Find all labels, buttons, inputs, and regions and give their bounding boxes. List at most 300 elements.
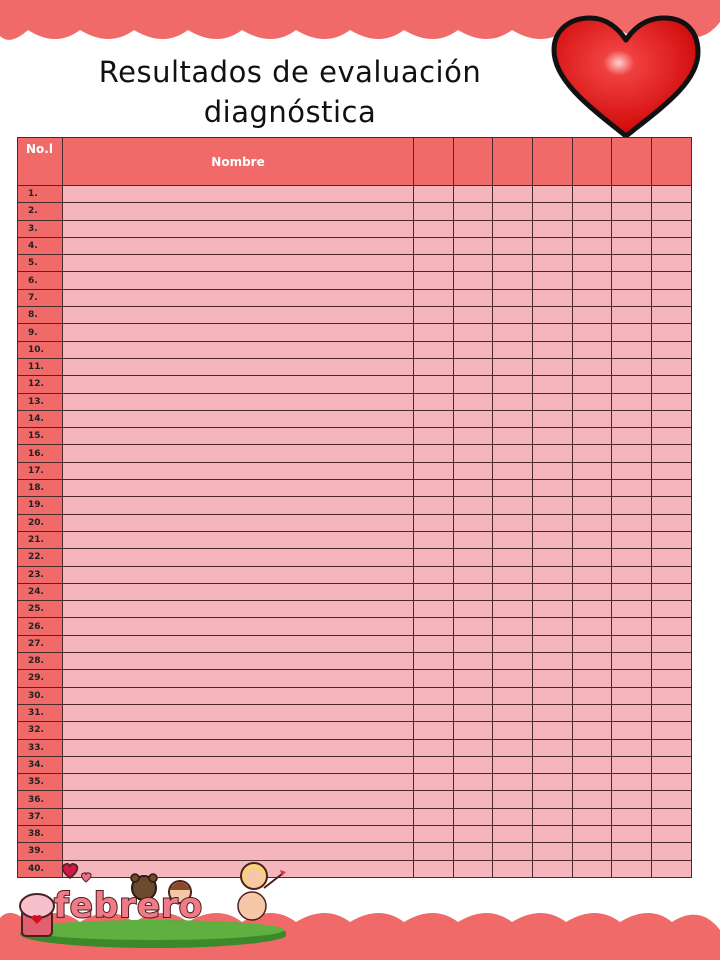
score-cell[interactable] [612, 376, 652, 393]
score-cell[interactable] [414, 774, 454, 791]
score-cell[interactable] [572, 618, 612, 635]
score-cell[interactable] [572, 393, 612, 410]
score-cell[interactable] [612, 670, 652, 687]
score-cell[interactable] [533, 722, 573, 739]
score-cell[interactable] [652, 549, 692, 566]
score-cell[interactable] [453, 601, 493, 618]
score-cell[interactable] [533, 739, 573, 756]
student-name-cell[interactable] [63, 272, 414, 289]
score-cell[interactable] [652, 341, 692, 358]
score-cell[interactable] [652, 307, 692, 324]
score-cell[interactable] [533, 462, 573, 479]
score-cell[interactable] [453, 376, 493, 393]
score-cell[interactable] [572, 860, 612, 877]
score-cell[interactable] [652, 583, 692, 600]
score-cell[interactable] [414, 566, 454, 583]
student-name-cell[interactable] [63, 462, 414, 479]
student-name-cell[interactable] [63, 341, 414, 358]
score-cell[interactable] [652, 358, 692, 375]
score-cell[interactable] [533, 653, 573, 670]
score-cell[interactable] [572, 601, 612, 618]
score-cell[interactable] [533, 601, 573, 618]
score-cell[interactable] [652, 808, 692, 825]
score-cell[interactable] [612, 549, 652, 566]
score-cell[interactable] [533, 825, 573, 842]
score-cell[interactable] [453, 237, 493, 254]
score-cell[interactable] [453, 860, 493, 877]
score-cell[interactable] [572, 531, 612, 548]
score-cell[interactable] [453, 687, 493, 704]
student-name-cell[interactable] [63, 618, 414, 635]
score-cell[interactable] [414, 393, 454, 410]
student-name-cell[interactable] [63, 687, 414, 704]
score-cell[interactable] [533, 272, 573, 289]
score-cell[interactable] [453, 307, 493, 324]
score-cell[interactable] [572, 220, 612, 237]
score-cell[interactable] [612, 791, 652, 808]
score-cell[interactable] [533, 704, 573, 721]
score-cell[interactable] [414, 272, 454, 289]
score-cell[interactable] [652, 428, 692, 445]
student-name-cell[interactable] [63, 825, 414, 842]
score-cell[interactable] [493, 272, 533, 289]
score-cell[interactable] [414, 791, 454, 808]
score-cell[interactable] [493, 635, 533, 652]
score-cell[interactable] [652, 220, 692, 237]
score-cell[interactable] [572, 358, 612, 375]
score-cell[interactable] [414, 825, 454, 842]
score-cell[interactable] [652, 324, 692, 341]
score-cell[interactable] [533, 410, 573, 427]
score-cell[interactable] [533, 341, 573, 358]
score-cell[interactable] [453, 480, 493, 497]
score-cell[interactable] [453, 341, 493, 358]
score-cell[interactable] [612, 203, 652, 220]
score-cell[interactable] [572, 566, 612, 583]
score-cell[interactable] [652, 186, 692, 203]
score-cell[interactable] [652, 670, 692, 687]
score-cell[interactable] [612, 583, 652, 600]
student-name-cell[interactable] [63, 255, 414, 272]
score-cell[interactable] [493, 791, 533, 808]
score-cell[interactable] [572, 376, 612, 393]
score-cell[interactable] [414, 237, 454, 254]
score-cell[interactable] [414, 324, 454, 341]
score-cell[interactable] [652, 410, 692, 427]
score-cell[interactable] [572, 687, 612, 704]
score-cell[interactable] [493, 445, 533, 462]
student-name-cell[interactable] [63, 808, 414, 825]
score-cell[interactable] [533, 843, 573, 860]
score-cell[interactable] [493, 670, 533, 687]
score-cell[interactable] [612, 462, 652, 479]
score-cell[interactable] [572, 704, 612, 721]
score-cell[interactable] [612, 722, 652, 739]
student-name-cell[interactable] [63, 393, 414, 410]
score-cell[interactable] [572, 825, 612, 842]
score-cell[interactable] [572, 186, 612, 203]
score-cell[interactable] [612, 307, 652, 324]
score-cell[interactable] [453, 825, 493, 842]
score-cell[interactable] [652, 618, 692, 635]
score-cell[interactable] [493, 358, 533, 375]
score-cell[interactable] [612, 186, 652, 203]
score-cell[interactable] [414, 358, 454, 375]
score-cell[interactable] [572, 583, 612, 600]
score-cell[interactable] [652, 393, 692, 410]
score-cell[interactable] [453, 774, 493, 791]
score-cell[interactable] [453, 791, 493, 808]
score-cell[interactable] [652, 635, 692, 652]
score-cell[interactable] [652, 445, 692, 462]
score-cell[interactable] [612, 428, 652, 445]
score-cell[interactable] [493, 566, 533, 583]
score-cell[interactable] [612, 618, 652, 635]
score-cell[interactable] [493, 704, 533, 721]
score-cell[interactable] [612, 531, 652, 548]
score-cell[interactable] [572, 791, 612, 808]
score-cell[interactable] [453, 549, 493, 566]
score-cell[interactable] [612, 255, 652, 272]
score-cell[interactable] [453, 618, 493, 635]
score-cell[interactable] [652, 739, 692, 756]
student-name-cell[interactable] [63, 497, 414, 514]
score-cell[interactable] [493, 462, 533, 479]
student-name-cell[interactable] [63, 566, 414, 583]
score-cell[interactable] [572, 324, 612, 341]
score-cell[interactable] [453, 497, 493, 514]
score-cell[interactable] [453, 635, 493, 652]
score-cell[interactable] [572, 255, 612, 272]
score-cell[interactable] [612, 635, 652, 652]
score-cell[interactable] [493, 825, 533, 842]
score-cell[interactable] [533, 255, 573, 272]
student-name-cell[interactable] [63, 791, 414, 808]
student-name-cell[interactable] [63, 704, 414, 721]
score-cell[interactable] [572, 670, 612, 687]
score-cell[interactable] [414, 376, 454, 393]
score-cell[interactable] [572, 739, 612, 756]
score-cell[interactable] [453, 289, 493, 306]
score-cell[interactable] [533, 186, 573, 203]
score-cell[interactable] [493, 756, 533, 773]
student-name-cell[interactable] [63, 635, 414, 652]
score-cell[interactable] [572, 653, 612, 670]
score-cell[interactable] [652, 480, 692, 497]
score-cell[interactable] [414, 462, 454, 479]
score-cell[interactable] [414, 341, 454, 358]
score-cell[interactable] [453, 531, 493, 548]
score-cell[interactable] [533, 549, 573, 566]
student-name-cell[interactable] [63, 670, 414, 687]
score-cell[interactable] [612, 272, 652, 289]
score-cell[interactable] [612, 601, 652, 618]
student-name-cell[interactable] [63, 220, 414, 237]
score-cell[interactable] [493, 601, 533, 618]
score-cell[interactable] [493, 549, 533, 566]
score-cell[interactable] [414, 428, 454, 445]
score-cell[interactable] [572, 480, 612, 497]
student-name-cell[interactable] [63, 324, 414, 341]
score-cell[interactable] [652, 756, 692, 773]
score-cell[interactable] [533, 635, 573, 652]
score-cell[interactable] [493, 583, 533, 600]
score-cell[interactable] [493, 341, 533, 358]
score-cell[interactable] [414, 670, 454, 687]
score-cell[interactable] [572, 272, 612, 289]
score-cell[interactable] [493, 739, 533, 756]
score-cell[interactable] [493, 186, 533, 203]
score-cell[interactable] [533, 687, 573, 704]
score-cell[interactable] [533, 860, 573, 877]
student-name-cell[interactable] [63, 722, 414, 739]
score-cell[interactable] [414, 635, 454, 652]
score-cell[interactable] [533, 428, 573, 445]
score-cell[interactable] [493, 808, 533, 825]
score-cell[interactable] [453, 514, 493, 531]
score-cell[interactable] [612, 687, 652, 704]
score-cell[interactable] [414, 601, 454, 618]
score-cell[interactable] [414, 445, 454, 462]
score-cell[interactable] [533, 756, 573, 773]
student-name-cell[interactable] [63, 756, 414, 773]
score-cell[interactable] [612, 774, 652, 791]
score-cell[interactable] [453, 428, 493, 445]
score-cell[interactable] [572, 549, 612, 566]
score-cell[interactable] [414, 722, 454, 739]
student-name-cell[interactable] [63, 514, 414, 531]
score-cell[interactable] [453, 272, 493, 289]
score-cell[interactable] [612, 860, 652, 877]
score-cell[interactable] [453, 203, 493, 220]
score-cell[interactable] [493, 653, 533, 670]
score-cell[interactable] [572, 808, 612, 825]
score-cell[interactable] [652, 653, 692, 670]
score-cell[interactable] [453, 410, 493, 427]
score-cell[interactable] [533, 220, 573, 237]
score-cell[interactable] [533, 307, 573, 324]
score-cell[interactable] [414, 220, 454, 237]
score-cell[interactable] [414, 514, 454, 531]
score-cell[interactable] [414, 583, 454, 600]
score-cell[interactable] [414, 756, 454, 773]
score-cell[interactable] [612, 756, 652, 773]
score-cell[interactable] [493, 497, 533, 514]
student-name-cell[interactable] [63, 653, 414, 670]
score-cell[interactable] [453, 722, 493, 739]
score-cell[interactable] [612, 566, 652, 583]
student-name-cell[interactable] [63, 739, 414, 756]
score-cell[interactable] [572, 237, 612, 254]
score-cell[interactable] [652, 531, 692, 548]
score-cell[interactable] [572, 289, 612, 306]
score-cell[interactable] [612, 739, 652, 756]
score-cell[interactable] [612, 808, 652, 825]
score-cell[interactable] [414, 860, 454, 877]
score-cell[interactable] [414, 410, 454, 427]
score-cell[interactable] [533, 237, 573, 254]
score-cell[interactable] [453, 393, 493, 410]
score-cell[interactable] [414, 843, 454, 860]
score-cell[interactable] [493, 514, 533, 531]
student-name-cell[interactable] [63, 237, 414, 254]
student-name-cell[interactable] [63, 410, 414, 427]
score-cell[interactable] [453, 186, 493, 203]
score-cell[interactable] [652, 255, 692, 272]
score-cell[interactable] [572, 462, 612, 479]
score-cell[interactable] [533, 289, 573, 306]
score-cell[interactable] [652, 237, 692, 254]
student-name-cell[interactable] [63, 289, 414, 306]
student-name-cell[interactable] [63, 307, 414, 324]
score-cell[interactable] [572, 203, 612, 220]
score-cell[interactable] [572, 497, 612, 514]
score-cell[interactable] [493, 843, 533, 860]
score-cell[interactable] [453, 756, 493, 773]
score-cell[interactable] [533, 566, 573, 583]
score-cell[interactable] [493, 376, 533, 393]
score-cell[interactable] [612, 220, 652, 237]
score-cell[interactable] [414, 307, 454, 324]
score-cell[interactable] [414, 289, 454, 306]
student-name-cell[interactable] [63, 428, 414, 445]
score-cell[interactable] [414, 618, 454, 635]
score-cell[interactable] [652, 843, 692, 860]
score-cell[interactable] [612, 480, 652, 497]
score-cell[interactable] [533, 480, 573, 497]
student-name-cell[interactable] [63, 358, 414, 375]
student-name-cell[interactable] [63, 549, 414, 566]
score-cell[interactable] [533, 618, 573, 635]
score-cell[interactable] [572, 445, 612, 462]
score-cell[interactable] [493, 428, 533, 445]
score-cell[interactable] [572, 635, 612, 652]
student-name-cell[interactable] [63, 531, 414, 548]
score-cell[interactable] [652, 601, 692, 618]
score-cell[interactable] [414, 203, 454, 220]
student-name-cell[interactable] [63, 203, 414, 220]
score-cell[interactable] [572, 341, 612, 358]
score-cell[interactable] [493, 237, 533, 254]
score-cell[interactable] [612, 704, 652, 721]
student-name-cell[interactable] [63, 376, 414, 393]
score-cell[interactable] [493, 307, 533, 324]
score-cell[interactable] [533, 531, 573, 548]
score-cell[interactable] [493, 203, 533, 220]
score-cell[interactable] [493, 480, 533, 497]
score-cell[interactable] [453, 324, 493, 341]
score-cell[interactable] [493, 687, 533, 704]
score-cell[interactable] [612, 825, 652, 842]
score-cell[interactable] [414, 808, 454, 825]
score-cell[interactable] [414, 739, 454, 756]
score-cell[interactable] [453, 445, 493, 462]
score-cell[interactable] [453, 566, 493, 583]
score-cell[interactable] [652, 704, 692, 721]
score-cell[interactable] [612, 445, 652, 462]
student-name-cell[interactable] [63, 445, 414, 462]
score-cell[interactable] [453, 462, 493, 479]
score-cell[interactable] [612, 289, 652, 306]
score-cell[interactable] [493, 255, 533, 272]
score-cell[interactable] [572, 843, 612, 860]
student-name-cell[interactable] [63, 774, 414, 791]
score-cell[interactable] [612, 393, 652, 410]
score-cell[interactable] [453, 670, 493, 687]
score-cell[interactable] [414, 653, 454, 670]
score-cell[interactable] [652, 860, 692, 877]
score-cell[interactable] [533, 445, 573, 462]
score-cell[interactable] [652, 774, 692, 791]
score-cell[interactable] [612, 514, 652, 531]
score-cell[interactable] [453, 255, 493, 272]
score-cell[interactable] [414, 531, 454, 548]
score-cell[interactable] [453, 739, 493, 756]
score-cell[interactable] [572, 410, 612, 427]
score-cell[interactable] [414, 186, 454, 203]
score-cell[interactable] [612, 341, 652, 358]
score-cell[interactable] [652, 722, 692, 739]
score-cell[interactable] [572, 514, 612, 531]
score-cell[interactable] [652, 203, 692, 220]
score-cell[interactable] [493, 324, 533, 341]
score-cell[interactable] [493, 410, 533, 427]
score-cell[interactable] [453, 653, 493, 670]
score-cell[interactable] [533, 583, 573, 600]
score-cell[interactable] [453, 583, 493, 600]
score-cell[interactable] [493, 618, 533, 635]
score-cell[interactable] [493, 774, 533, 791]
score-cell[interactable] [453, 808, 493, 825]
score-cell[interactable] [414, 687, 454, 704]
score-cell[interactable] [652, 376, 692, 393]
score-cell[interactable] [533, 497, 573, 514]
score-cell[interactable] [572, 756, 612, 773]
score-cell[interactable] [533, 670, 573, 687]
score-cell[interactable] [533, 808, 573, 825]
score-cell[interactable] [414, 704, 454, 721]
score-cell[interactable] [533, 774, 573, 791]
score-cell[interactable] [612, 497, 652, 514]
score-cell[interactable] [414, 497, 454, 514]
student-name-cell[interactable] [63, 601, 414, 618]
score-cell[interactable] [572, 722, 612, 739]
score-cell[interactable] [652, 687, 692, 704]
student-name-cell[interactable] [63, 186, 414, 203]
score-cell[interactable] [533, 358, 573, 375]
score-cell[interactable] [414, 549, 454, 566]
score-cell[interactable] [493, 860, 533, 877]
score-cell[interactable] [572, 428, 612, 445]
score-cell[interactable] [612, 237, 652, 254]
score-cell[interactable] [453, 220, 493, 237]
score-cell[interactable] [453, 843, 493, 860]
score-cell[interactable] [493, 220, 533, 237]
score-cell[interactable] [533, 203, 573, 220]
score-cell[interactable] [493, 393, 533, 410]
score-cell[interactable] [533, 393, 573, 410]
score-cell[interactable] [414, 255, 454, 272]
score-cell[interactable] [652, 497, 692, 514]
score-cell[interactable] [652, 462, 692, 479]
score-cell[interactable] [493, 289, 533, 306]
score-cell[interactable] [493, 531, 533, 548]
score-cell[interactable] [572, 774, 612, 791]
score-cell[interactable] [453, 704, 493, 721]
score-cell[interactable] [572, 307, 612, 324]
score-cell[interactable] [612, 410, 652, 427]
student-name-cell[interactable] [63, 583, 414, 600]
